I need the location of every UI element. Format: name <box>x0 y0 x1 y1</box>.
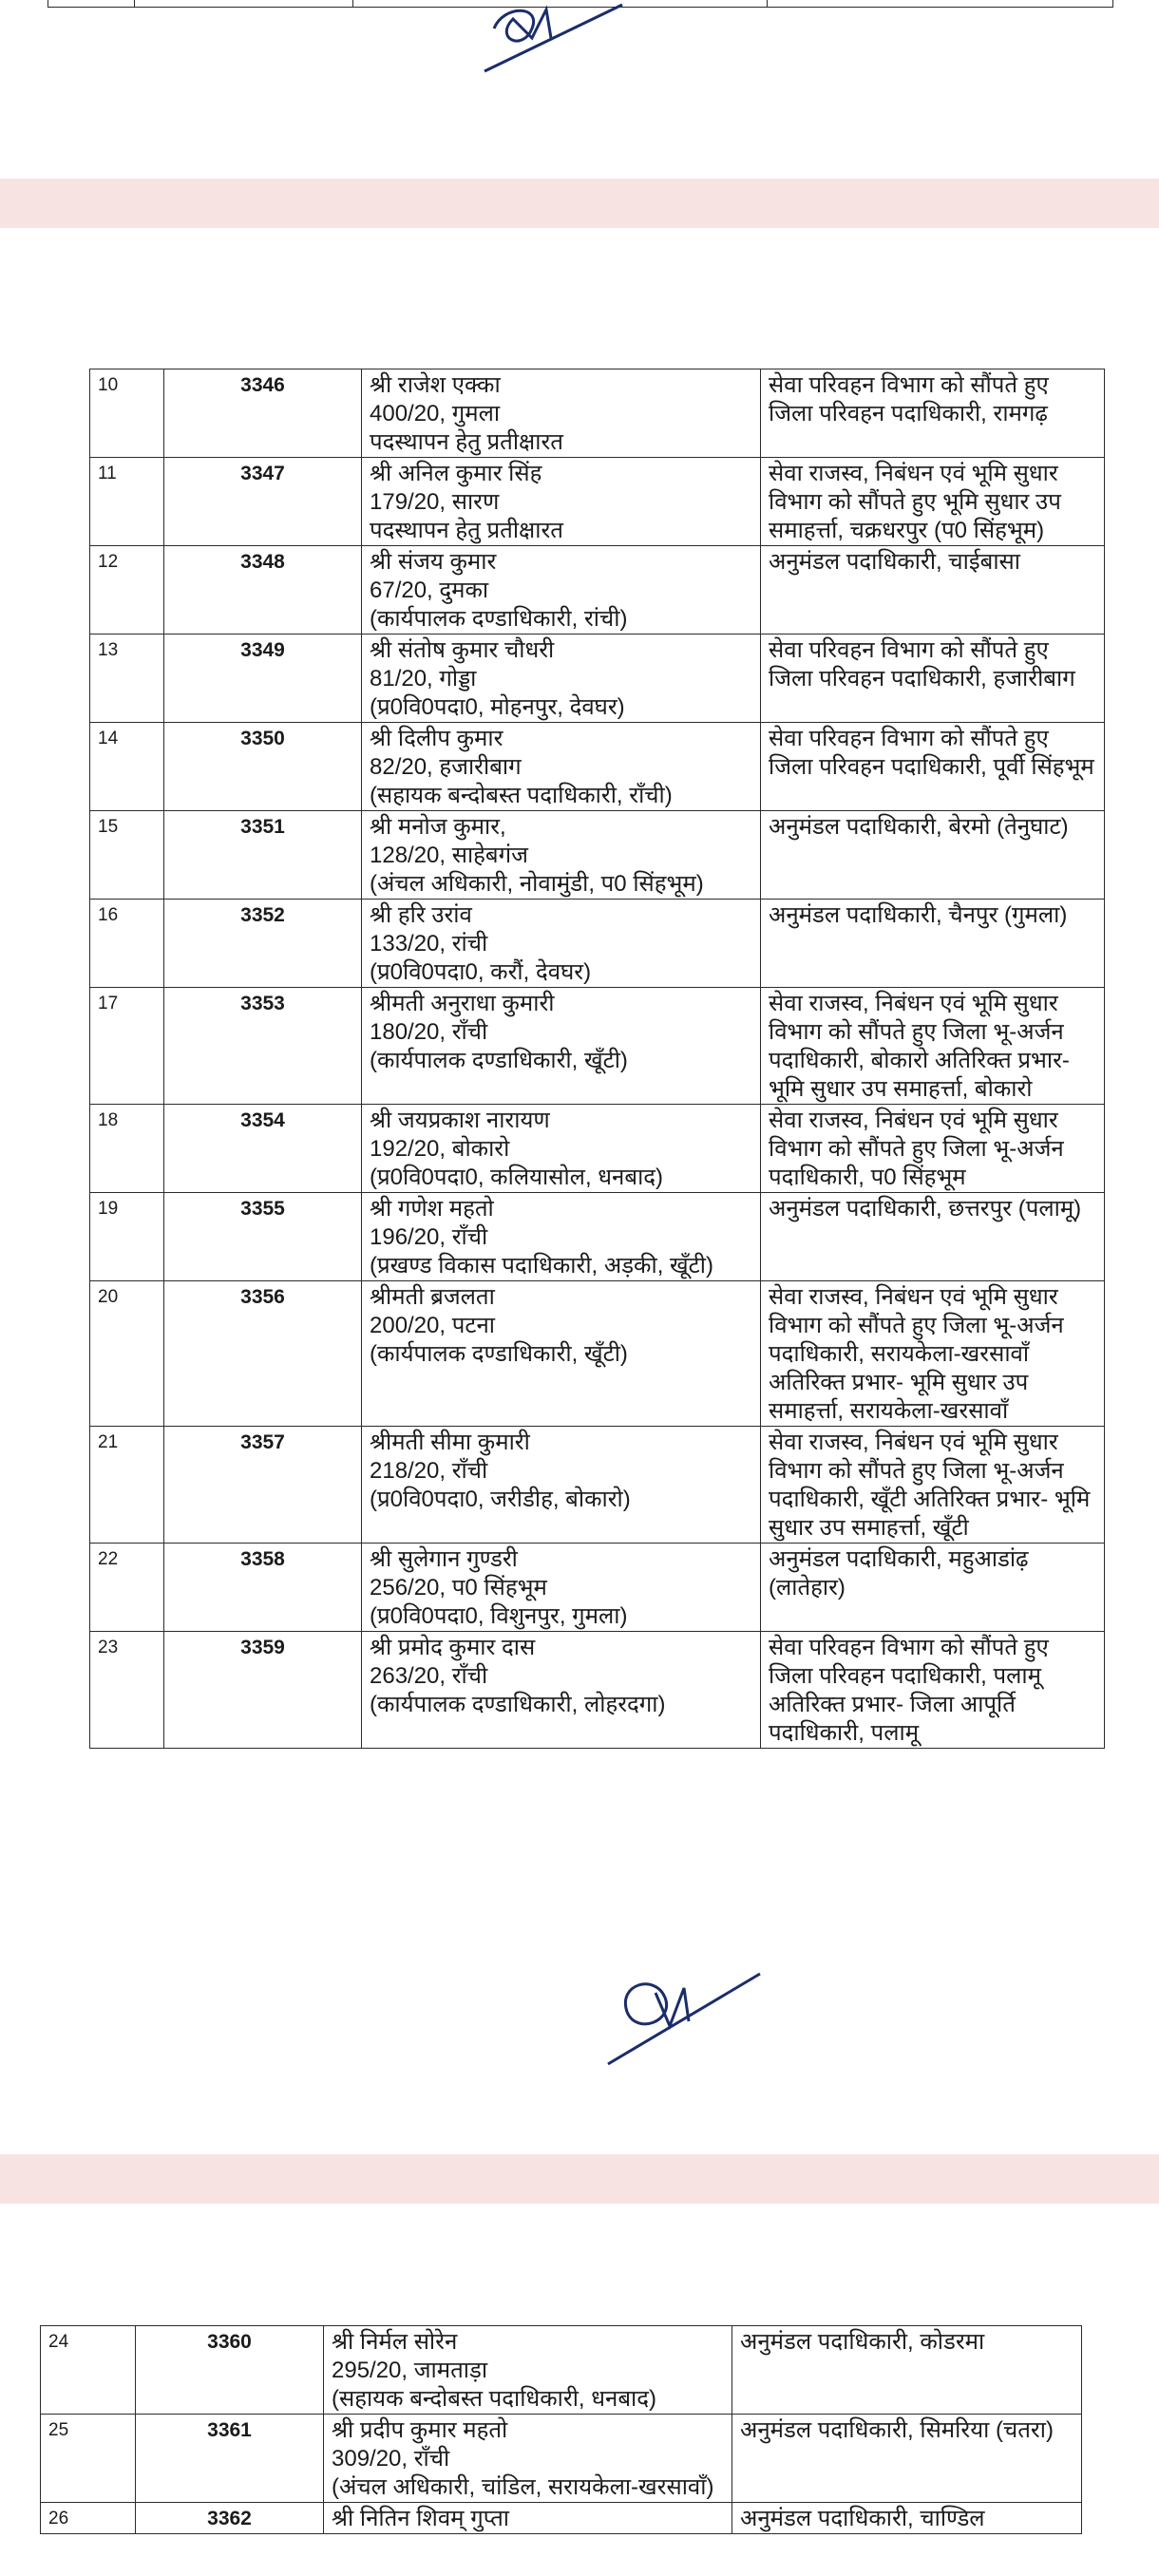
current-posting: (प्र0वि0पदा0, कलियासोल, धनबाद) <box>370 1165 664 1190</box>
officer-batch: 128/20, साहेबगंज <box>370 843 528 868</box>
officer-batch: 192/20, बोकारो <box>370 1136 510 1162</box>
officer-batch: 180/20, राँची <box>370 1019 488 1045</box>
table-row <box>90 1632 1105 1749</box>
current-posting: (प्र0वि0पदा0, विशुनपुर, गुमला) <box>370 1603 628 1629</box>
table-row <box>90 1427 1105 1544</box>
serial-number: 26 <box>41 2503 136 2534</box>
current-posting: पदस्थापन हेतु प्रतीक्षारत <box>370 429 563 455</box>
officer-name: श्री संतोष कुमार चौधरी <box>370 637 555 663</box>
officer-name: श्री संजय कुमार <box>370 549 497 575</box>
officer-code: 3360 <box>136 2326 324 2415</box>
new-posting: सेवा परिवहन विभाग को सौंपते हुए जिला परिवहन पदाधिकारी, हजारीबाग <box>761 635 1105 723</box>
table-row <box>41 2415 1082 2503</box>
new-posting: सेवा राजस्व, निबंधन एवं भूमि सुधार विभाग को सौंपते हुए जिला भू-अर्जन पदाधिकारी, प0 सिंहभूम <box>761 1105 1105 1193</box>
new-posting: अनुमंडल पदाधिकारी, महुआडांढ़ (लातेहार) <box>761 1544 1105 1632</box>
officer-code: 3356 <box>164 1281 362 1427</box>
document-page-1 <box>0 0 1159 179</box>
officer-code: 3352 <box>164 900 362 988</box>
officer-code: 3349 <box>164 635 362 723</box>
officer-name: श्रीमती सीमा कुमारी <box>370 1430 530 1455</box>
officer-batch: 256/20, प0 सिंहभूम <box>370 1575 547 1601</box>
new-posting: अनुमंडल पदाधिकारी, चैनपुर (गुमला) <box>761 900 1105 988</box>
officer-name: श्री दिलीप कुमार <box>370 726 504 751</box>
current-posting: (कार्यपालक दण्डाधिकारी, खूँटी) <box>370 1048 628 1073</box>
officer-details <box>362 1544 761 1632</box>
officer-name: श्री अनिल कुमार सिंह <box>370 461 542 486</box>
table-row <box>90 723 1105 811</box>
officer-name: श्री प्रदीप कुमार महतो <box>332 2417 508 2443</box>
table-row <box>90 1105 1105 1193</box>
officer-code: 3362 <box>136 2503 324 2534</box>
new-posting: अनुमंडल पदाधिकारी, छत्तरपुर (पलामू) <box>761 1193 1105 1281</box>
new-posting: सेवा राजस्व, निबंधन एवं भूमि सुधार विभाग को सौंपते हुए जिला भू-अर्जन पदाधिकारी, सरायकेला-खरसावाँ अतिरिक्त प्रभार- भूमि सुधार उप समाहर्त्ता, सरायकेला-खरसावाँ <box>761 1281 1105 1427</box>
table-row <box>90 988 1105 1105</box>
table-row <box>90 1544 1105 1632</box>
officer-name: श्री राजेश एक्का <box>370 372 501 398</box>
officer-name: श्री सुलेगान गुण्डरी <box>370 1546 518 1572</box>
page-gap-1 <box>0 179 1159 228</box>
serial-number: 21 <box>90 1427 164 1544</box>
officer-batch: 200/20, पटना <box>370 1313 496 1338</box>
table-row <box>90 1281 1105 1427</box>
officer-details <box>362 723 761 811</box>
officer-name: श्री जयप्रकाश नारायण <box>370 1108 550 1133</box>
officer-batch: 196/20, राँची <box>370 1224 488 1250</box>
officer-details <box>362 546 761 635</box>
signature-mark-top <box>475 0 646 85</box>
transfer-table-page-2 <box>89 369 1105 1749</box>
current-posting: (अंचल अधिकारी, चांडिल, सरायकेला-खरसावाँ) <box>332 2474 714 2500</box>
new-posting: सेवा परिवहन विभाग को सौंपते हुए जिला परिवहन पदाधिकारी, रामगढ़ <box>761 369 1105 458</box>
current-posting: (प्र0वि0पदा0, जरीडीह, बोकारो) <box>370 1487 631 1512</box>
serial-number: 13 <box>90 635 164 723</box>
officer-batch: 81/20, गोड्डा <box>370 666 477 691</box>
officer-details <box>362 1281 761 1427</box>
current-posting: (सहायक बन्दोबस्त पदाधिकारी, धनबाद) <box>332 2386 656 2412</box>
new-posting: सेवा राजस्व, निबंधन एवं भूमि सुधार विभाग को सौंपते हुए जिला भू-अर्जन पदाधिकारी, बोकारो अतिरिक्त प्रभार- भूमि सुधार उप समाहर्त्ता, बोकारो <box>761 988 1105 1105</box>
serial-number: 19 <box>90 1193 164 1281</box>
new-posting: सेवा राजस्व, निबंधन एवं भूमि सुधार विभाग को सौंपते हुए जिला भू-अर्जन पदाधिकारी, खूँटी अतिरिक्त प्रभार- भूमि सुधार उप समाहर्त्ता, खूँटी <box>761 1427 1105 1544</box>
officer-details <box>362 1193 761 1281</box>
officer-name: श्रीमती अनुराधा कुमारी <box>370 991 555 1016</box>
table-row <box>90 369 1105 458</box>
new-posting: अनुमंडल पदाधिकारी, चाईबासा <box>761 546 1105 635</box>
officer-details <box>362 458 761 546</box>
officer-code: 3350 <box>164 723 362 811</box>
current-posting: (अंचल अधिकारी, नोवामुंडी, प0 सिंहभूम) <box>370 871 704 897</box>
transfer-table-page-3 <box>40 2325 1082 2534</box>
officer-code: 3347 <box>164 458 362 546</box>
officer-code: 3351 <box>164 811 362 900</box>
officer-code: 3357 <box>164 1427 362 1544</box>
serial-number: 16 <box>90 900 164 988</box>
current-posting: (कार्यपालक दण्डाधिकारी, खूँटी) <box>370 1341 628 1367</box>
serial-number: 10 <box>90 369 164 458</box>
current-posting: पदस्थापन हेतु प्रतीक्षारत <box>370 518 563 543</box>
serial-number: 24 <box>41 2326 136 2415</box>
officer-name: श्री प्रमोद कुमार दास <box>370 1635 536 1660</box>
officer-code: 3354 <box>164 1105 362 1193</box>
officer-code: 3359 <box>164 1632 362 1749</box>
table-row <box>41 2326 1082 2415</box>
officer-details <box>362 1632 761 1749</box>
current-posting: (प्रखण्ड विकास पदाधिकारी, अड़की, खूँटी) <box>370 1253 713 1279</box>
officer-details <box>362 635 761 723</box>
serial-number: 20 <box>90 1281 164 1427</box>
new-posting: अनुमंडल पदाधिकारी, बेरमो (तेनुघाट) <box>761 811 1105 900</box>
officer-name: श्री गणेश महतो <box>370 1196 494 1222</box>
officer-batch: 400/20, गुमला <box>370 401 501 426</box>
new-posting: अनुमंडल पदाधिकारी, सिमरिया (चतरा) <box>732 2415 1082 2503</box>
officer-code: 3353 <box>164 988 362 1105</box>
officer-details <box>362 1427 761 1544</box>
current-posting: (कार्यपालक दण्डाधिकारी, रांची) <box>370 606 628 632</box>
new-posting: सेवा परिवहन विभाग को सौंपते हुए जिला परिवहन पदाधिकारी, पलामू अतिरिक्त प्रभार- जिला आपूर्ति पदाधिकारी, पलामू <box>761 1632 1105 1749</box>
officer-name: श्री हरि उरांव <box>370 902 472 928</box>
officer-batch: 82/20, हजारीबाग <box>370 754 522 780</box>
serial-number: 18 <box>90 1105 164 1193</box>
table-row <box>90 458 1105 546</box>
officer-details <box>362 369 761 458</box>
current-posting: (सहायक बन्दोबस्त पदाधिकारी, राँची) <box>370 783 673 808</box>
officer-name: श्री नितिन शिवम् गुप्ता <box>332 2506 509 2531</box>
current-posting: (प्र0वि0पदा0, मोहनपुर, देवघर) <box>370 694 625 720</box>
serial-number: 14 <box>90 723 164 811</box>
officer-code: 3358 <box>164 1544 362 1632</box>
officer-batch: 133/20, रांची <box>370 931 488 957</box>
signature-mark-bottom <box>589 1945 779 2069</box>
serial-number: 17 <box>90 988 164 1105</box>
officer-batch: 295/20, जामताड़ा <box>332 2358 488 2383</box>
officer-batch: 263/20, राँची <box>370 1663 488 1689</box>
officer-name: श्री निर्मल सोरेन <box>332 2329 458 2355</box>
page-gap-2 <box>0 2154 1159 2204</box>
officer-code: 3346 <box>164 369 362 458</box>
table-row <box>90 811 1105 900</box>
officer-batch: 309/20, राँची <box>332 2446 450 2472</box>
officer-name: श्री मनोज कुमार, <box>370 814 506 840</box>
serial-number: 22 <box>90 1544 164 1632</box>
officer-details <box>362 900 761 988</box>
officer-batch: 67/20, दुमका <box>370 578 489 603</box>
officer-details <box>362 988 761 1105</box>
new-posting: अनुमंडल पदाधिकारी, चाण्डिल <box>732 2503 1082 2534</box>
officer-details <box>324 2415 732 2503</box>
table-row <box>41 2503 1082 2534</box>
document-page-3 <box>0 2204 1159 2576</box>
serial-number: 15 <box>90 811 164 900</box>
current-posting: (प्र0वि0पदा0, करौं, देवघर) <box>370 959 592 985</box>
new-posting: सेवा परिवहन विभाग को सौंपते हुए जिला परिवहन पदाधिकारी, पूर्वी सिंहभूम <box>761 723 1105 811</box>
serial-number: 23 <box>90 1632 164 1749</box>
officer-details <box>362 811 761 900</box>
officer-details <box>362 1105 761 1193</box>
officer-name: श्रीमती ब्रजलता <box>370 1284 495 1310</box>
serial-number: 11 <box>90 458 164 546</box>
document-page-2 <box>0 228 1159 2154</box>
officer-batch: 218/20, राँची <box>370 1458 488 1484</box>
table-row <box>90 635 1105 723</box>
new-posting: सेवा राजस्व, निबंधन एवं भूमि सुधार विभाग को सौंपते हुए भूमि सुधार उप समाहर्त्ता, चक्रधरपुर (प0 सिंहभूम) <box>761 458 1105 546</box>
table-row <box>90 900 1105 988</box>
officer-batch: 179/20, सारण <box>370 489 500 515</box>
current-posting: (कार्यपालक दण्डाधिकारी, लोहरदगा) <box>370 1692 666 1717</box>
officer-code: 3361 <box>136 2415 324 2503</box>
officer-code: 3355 <box>164 1193 362 1281</box>
serial-number: 25 <box>41 2415 136 2503</box>
serial-number: 12 <box>90 546 164 635</box>
officer-details <box>324 2326 732 2415</box>
table-row <box>90 546 1105 635</box>
officer-code: 3348 <box>164 546 362 635</box>
new-posting: अनुमंडल पदाधिकारी, कोडरमा <box>732 2326 1082 2415</box>
table-row <box>90 1193 1105 1281</box>
officer-details <box>324 2503 732 2534</box>
